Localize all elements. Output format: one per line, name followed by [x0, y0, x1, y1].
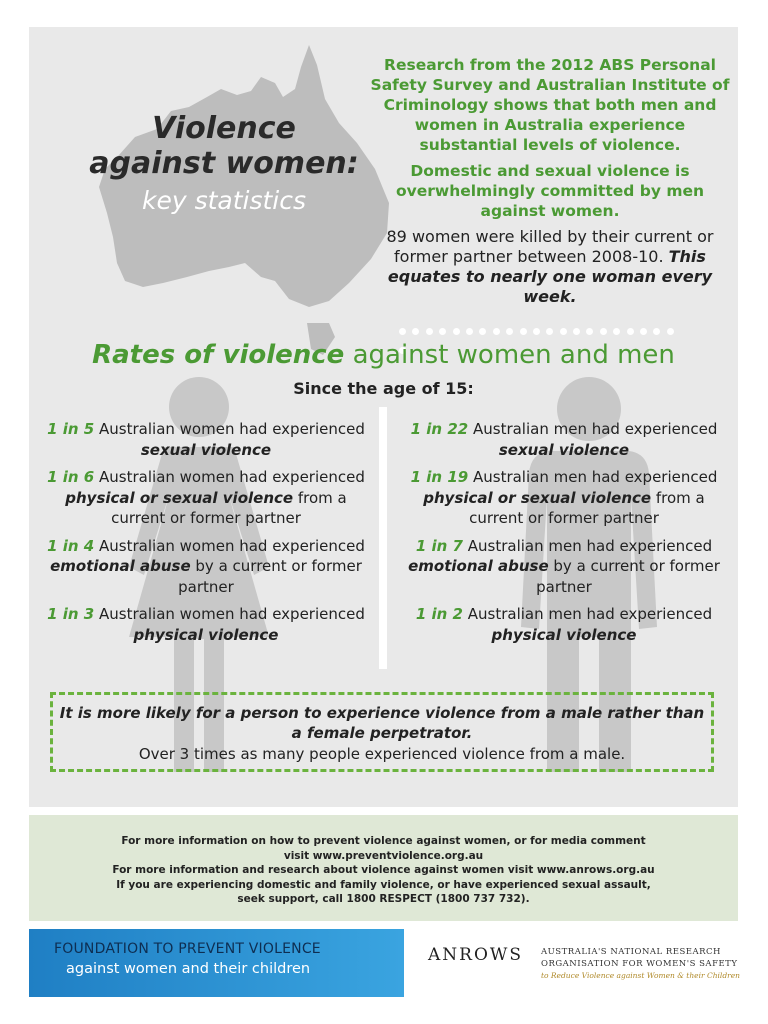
women-stats [41, 419, 371, 652]
intro-killed-text: 89 women were killed by their current or former partner between 2008-10. [386, 227, 714, 266]
intro-text [369, 55, 731, 313]
rates-heading [29, 340, 738, 370]
intro-killed [369, 227, 731, 307]
men-stat-partner: 1 in 19 Australian men had experienced physical or sexual violence from a current or former partner [410, 468, 718, 527]
intro-killed-emphasis: This equates to nearly one woman every week. [387, 247, 713, 306]
women-stat-physical: 1 in 3 Australian women had experienced physical violence [47, 605, 365, 644]
info-line: For more information on how to prevent violence against women, or for media comment [121, 835, 646, 847]
anrows-desc-line: AUSTRALIA'S NATIONAL RESEARCH [541, 947, 721, 957]
anrows-desc-line: ORGANISATION FOR WOMEN'S SAFETY [541, 959, 738, 969]
title-block [69, 111, 379, 217]
intro-research: Research from the 2012 ABS Personal Safety Survey and Australian Institute of Criminology shows that both men and women in Australia experience substantial levels of violence. [370, 56, 730, 154]
callout-stat: Over 3 times as many people experienced violence from a male. [138, 745, 626, 763]
rates-heading-rest: against women and men [352, 340, 675, 370]
men-stats [399, 419, 729, 652]
page-title-line2: against women: [89, 146, 359, 181]
info-link-anrows[interactable]: For more information and research about violence against women visit www.anrows.org.au [112, 864, 655, 876]
column-divider [379, 407, 387, 669]
foundation-logo [29, 929, 404, 997]
women-stat-emotional: 1 in 4 Australian women had experienced emotional abuse by a current or former partner [47, 536, 365, 596]
callout-emphasis: It is more likely for a person to experience violence from a male rather than a female perpetrator. [59, 704, 705, 742]
foundation-tagline: against women and their children [66, 961, 311, 977]
rates-heading-emphasis: Rates of violence [92, 340, 345, 370]
page-subtitle: key statistics [141, 186, 307, 215]
male-perpetrator-callout [50, 692, 714, 772]
men-stat-physical: 1 in 2 Australian men had experienced physical violence [415, 605, 713, 644]
info-line: If you are experiencing domestic and family violence, or have experienced sexual assault, [116, 878, 651, 891]
info-link-preventviolence[interactable]: visit www.preventviolence.org.au [283, 849, 484, 862]
men-stat-sexual: 1 in 22 Australian men had experienced sexual violence [410, 420, 718, 459]
women-stat-partner: 1 in 6 Australian women had experienced physical or sexual violence from a current or former partner [47, 468, 365, 527]
men-stat-emotional: 1 in 7 Australian men had experienced emotional abuse by a current or former partner [408, 536, 720, 596]
info-support-phone: seek support, call 1800 RESPECT (1800 737 732). [237, 893, 530, 905]
page-title-line1: Violence [152, 111, 296, 146]
anrows-tagline: to Reduce Violence against Women & their Children [541, 971, 740, 980]
anrows-description [541, 946, 740, 982]
dot-divider [399, 320, 689, 330]
women-stat-sexual: 1 in 5 Australian women had experienced sexual violence [47, 420, 365, 459]
intro-domestic: Domestic and sexual violence is overwhelmingly committed by men against women. [395, 162, 705, 220]
anrows-logo: ANROWS [428, 945, 524, 965]
info-box [29, 815, 738, 921]
since-age-label: Since the age of 15: [293, 379, 474, 398]
main-panel [29, 27, 738, 807]
foundation-name: FOUNDATION TO PREVENT VIOLENCE [54, 941, 321, 957]
